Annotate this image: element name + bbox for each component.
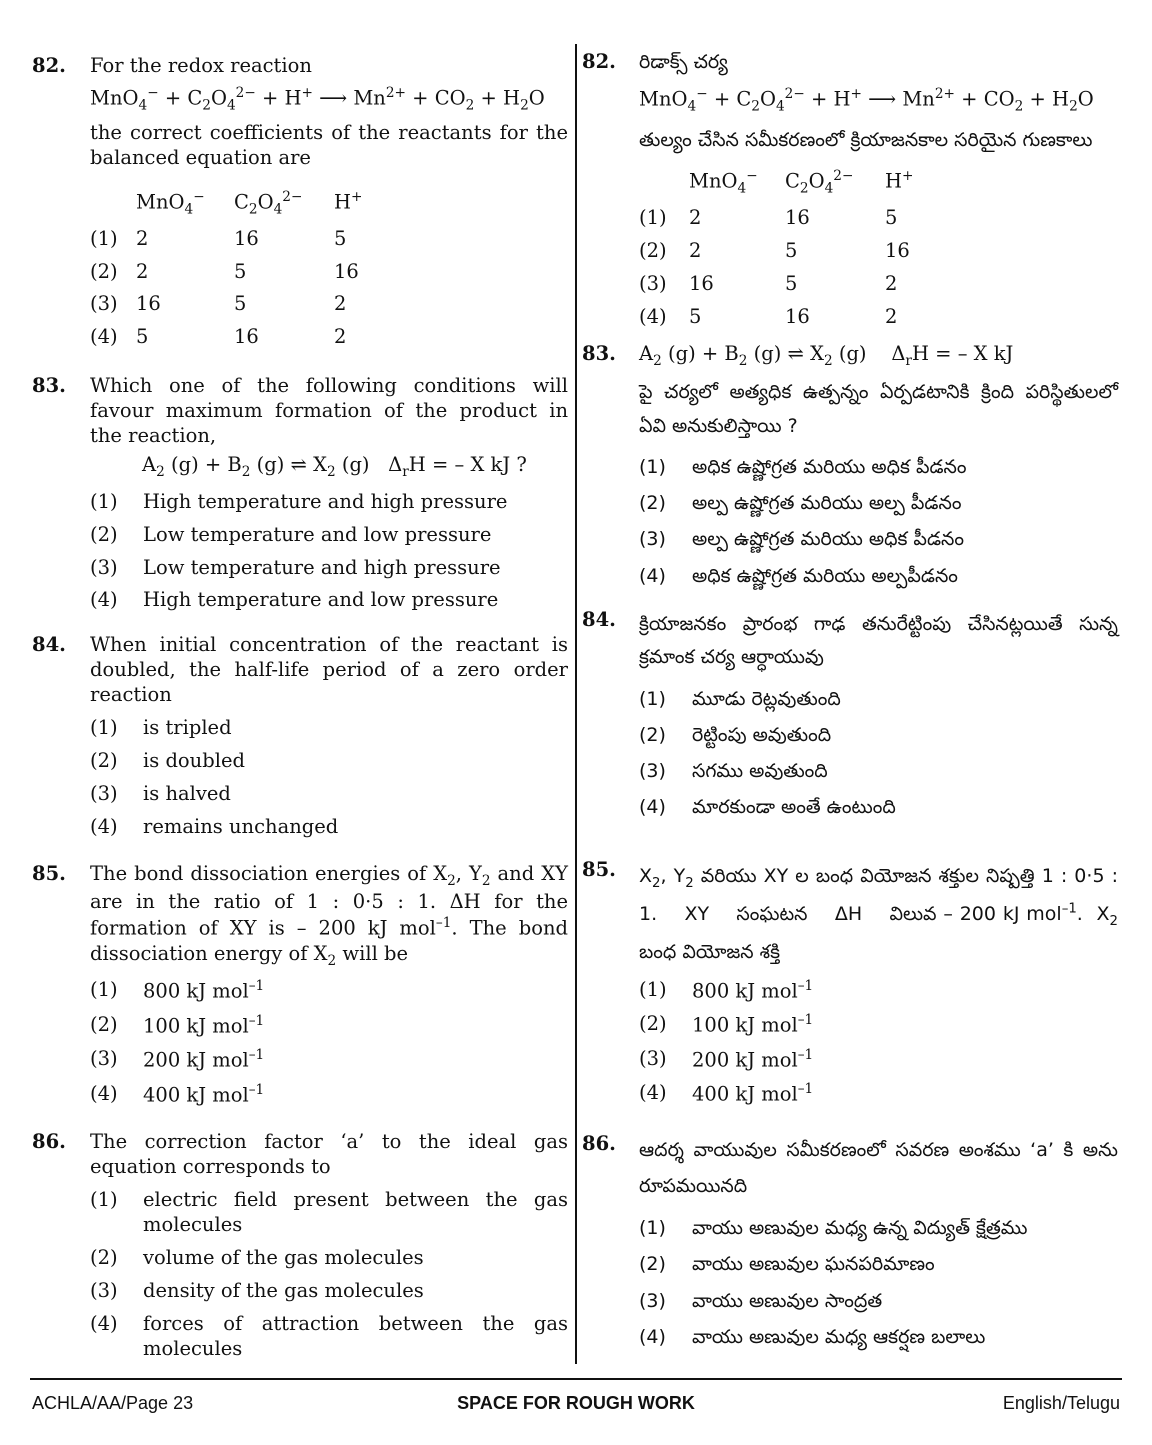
option-text: 200 kJ mol [692,1048,798,1072]
table-row[interactable] [639,202,913,235]
option-4[interactable]: (4) 400 kJ mol$^{-1}$ [90,1081,265,1107]
option-text: మారకుండా అంతే ఉంటుంది [692,796,896,819]
option-label: (2) [90,749,118,773]
option-2[interactable]: (2) 100 kJ mol$^{-1}$ [90,1012,265,1038]
option-label: (2) [90,1245,118,1269]
option-label: (4) [639,1325,666,1348]
option-text: is doubled [143,749,245,773]
option-text: వాయు అణువుల మధ్య ఉన్న విద్యుత్ క్షేత్రము [692,1216,1028,1239]
option-2[interactable] [639,1252,1118,1276]
column-divider [575,44,577,1364]
question-85 [32,862,568,1108]
option-text: High temperature and high pressure [143,489,508,513]
option-text: 200 kJ mol [143,1048,249,1072]
option-3[interactable]: (3) 200 kJ mol$^{-1}$ [639,1046,814,1072]
english-column [32,40,568,1362]
cell: 2 [689,239,702,263]
option-label: (1) [90,716,118,740]
question-stem: పై చర్యలో అత్యధిక ఉత్పన్నం ఏర్పడటానికి క్రింది పరిస్థితులలో ఏవి అనుకులిస్తాయి ? [639,381,1118,437]
option-text: వాయు అణువుల మధ్య ఆకర్షణ బలాలు [692,1325,986,1348]
header-h: H+ [885,168,914,193]
telugu-column [582,40,1118,1349]
cell: 16 [885,239,910,263]
cell: 16 [785,304,810,328]
option-text: వాయు అణువుల ఘనపరిమాణం [692,1253,935,1276]
option-label: (1) [639,977,667,1001]
option-4[interactable] [639,795,1118,819]
question-number: 83. [582,341,616,365]
option-text: అధిక ఉష్ణోగ్రత మరియు అల్పపీడనం [692,564,958,587]
cell: 2 [334,292,347,316]
option-text: అధిక ఉష్ణోగ్రత మరియు అధిక పీడనం [692,455,967,478]
cell: 2 [885,272,898,296]
option-label: (4) [639,304,667,328]
language-label: English/Telugu [1002,1393,1120,1413]
option-label: (3) [90,555,118,579]
option-text: is halved [143,782,231,806]
question-stem: The correction factor ‘a’ to the ideal gas equation corresponds to [90,1130,568,1178]
option-label: (4) [639,1081,667,1105]
option-text: Low temperature and high pressure [143,555,501,579]
option-text: అల్ప ఉష్ణోగ్రత మరియు అల్ప పీడనం [692,492,962,515]
option-1[interactable] [639,687,1118,711]
cell: 5 [334,226,347,250]
question-stem: Which one of the following conditions will favour maximum formation of the product in the reaction, [90,374,568,448]
question-stem: When initial concentration of the reactant is doubled, the half-life period of a zero order reaction [90,633,568,707]
option-text: remains unchanged [143,815,339,839]
cell: 5 [785,272,798,296]
option-4[interactable] [90,588,568,613]
page-code: ACHLA/AA/Page 23 [32,1393,194,1413]
cell: 5 [136,325,149,349]
question-83-telugu [582,342,1118,588]
redox-equation: $MnO_4^- + C_2O_4^{2-} + H^+$ ⟶ $Mn^{2+} + CO_2 + H_2O$ [90,84,545,114]
cell: 16 [136,292,161,316]
table-row[interactable] [639,301,913,334]
option-text: 100 kJ mol [143,1014,249,1038]
question-number: 86. [582,1131,616,1155]
question-stem: $X_2$, $Y_2$ వరియు XY ల బంధ వియోజన శక్తుల నిష్పత్తి 1 : 0·5 : 1. XY సంఘటన ΔH విలువ – 200 kJ mol$^{-1}$. $X_2$ బంధ వియోజన శక్తి [639,864,1118,963]
option-text: 800 kJ mol [143,979,249,1003]
option-label: (3) [90,1278,118,1302]
option-label: (2) [639,723,666,746]
cell: 2 [334,325,347,349]
header-c2o4: $C_2O_4^{2-}$ [234,188,303,218]
option-text: రెట్టింపు అవుతుంది [692,723,832,746]
option-3[interactable] [639,1289,1118,1313]
option-text: మూడు రెట్లవుతుంది [692,687,841,710]
option-label: (4) [90,1081,118,1105]
option-1[interactable] [90,716,568,741]
option-2[interactable] [90,1246,568,1271]
question-stem: The bond dissociation energies of $X_2$, $Y_2$ and XY are in the ratio of 1 : 0·5 : 1. ΔH for the formation of XY is – 200 kJ mol$^{-1}$. The bond dissociation energy of $X_2$ will be [90,862,569,969]
rough-work-label: SPACE FOR ROUGH WORK [457,1393,695,1413]
question-number: 85. [582,857,616,881]
option-text: electric field present between the gas molecules [143,1187,568,1236]
option-label: (4) [90,815,118,839]
option-2[interactable] [90,523,568,548]
option-4[interactable] [639,564,1118,588]
option-label: (3) [639,1289,666,1312]
option-4[interactable] [639,1325,1118,1349]
option-label: (4) [639,564,666,587]
option-label: (2) [90,1012,118,1036]
option-label: (4) [639,796,666,819]
option-label: (3) [639,1046,667,1070]
cell: 5 [885,206,898,230]
option-text: Low temperature and low pressure [143,522,492,546]
cell: 2 [689,206,702,230]
option-label: (1) [639,206,667,230]
header-c2o4: $C_2O_4^{2-}$ [785,168,854,197]
equilibrium-equation: $A_2$ $(g) + B_2$ (g) ⇌ $X_2$ (g) $\Delta_rH$ = – X kJ [639,341,1014,369]
cell: 16 [234,226,259,250]
option-label: (2) [90,522,118,546]
option-2[interactable]: (2) 100 kJ mol$^{-1}$ [639,1012,814,1037]
option-label: (1) [90,226,118,250]
cell: 16 [234,325,259,349]
question-number: 85. [32,862,66,886]
question-82-telugu [582,50,1118,334]
option-text: density of the gas molecules [143,1278,424,1302]
option-label: (1) [90,1187,118,1211]
question-stem: క్రియాజనకం ప్రారంభ గాఢ తనురేట్టింపు చేసినట్లయితే సున్న క్రమాంక చర్య ఆర్ధాయువు [639,613,1118,669]
cell: 2 [136,226,149,250]
option-text: High temperature and low pressure [143,588,499,612]
cell: 5 [689,304,702,328]
cell: 2 [885,304,898,328]
question-number: 86. [32,1130,66,1154]
cell: 5 [785,239,798,263]
cell: 2 [136,259,149,283]
option-label: (3) [639,760,666,783]
option-label: (3) [90,782,118,806]
header-mno4: MnO$_4$− [689,168,758,197]
table-header [90,185,362,223]
option-label: (4) [90,588,118,612]
option-3[interactable] [90,1279,568,1304]
question-stem: రిడాక్స్ చర్య [639,51,728,73]
option-3[interactable] [90,556,568,581]
redox-equation: $MnO_4^- + C_2O_4^{2-} + H^+$ ⟶ $Mn^{2+} + CO_2 + H_2O$ [639,86,1094,115]
option-label: (1) [90,489,118,513]
equilibrium-equation: $A_2$ $(g) + B_2$ (g) ⇌ $X_2$ (g) $\Delta_rH$ = – X kJ ? [142,453,527,481]
option-text: అల్ప ఉష్ణోగ్రత మరియు అధిక పీడనం [692,528,964,551]
option-label: (1) [639,455,666,478]
option-label: (3) [639,528,666,551]
option-text: 400 kJ mol [692,1082,798,1106]
table-row[interactable] [90,256,362,289]
option-text: సగము అవుతుంది [692,760,828,783]
option-text: వాయు అణువుల సాంద్రత [692,1289,883,1312]
question-stem: ఆదర్శ వాయువుల సమీకరణంలో సవరణ అంశము ‘a’ కి అను రూపమయినది [639,1138,1118,1197]
option-2[interactable] [90,749,568,774]
option-4[interactable]: (4) 400 kJ mol$^{-1}$ [639,1081,814,1106]
question-stem-cont: తుల్యం చేసిన సమీకరణంలో క్రియాజనకాల సరియైన గుణకాలు [639,129,1093,152]
option-1[interactable]: (1) 800 kJ mol$^{-1}$ [639,977,814,1003]
option-label: (3) [90,1047,118,1071]
option-label: (4) [90,325,118,349]
coefficient-table [90,185,362,355]
question-number: 82. [582,50,616,73]
option-2[interactable] [639,723,1118,747]
option-3[interactable] [90,782,568,807]
table-row[interactable] [639,235,913,268]
option-text: is tripled [143,716,232,740]
question-85-telugu [582,858,1118,1108]
option-label: (1) [639,1216,666,1239]
option-3[interactable] [639,759,1118,783]
question-stem-cont: the correct coefficients of the reactants for the balanced equation are [90,120,568,169]
option-label: (1) [639,687,666,710]
option-text: volume of the gas molecules [143,1245,424,1269]
option-1[interactable] [639,455,1118,479]
cell: 16 [689,272,714,296]
question-86 [32,1130,568,1362]
header-h: H+ [334,188,363,214]
table-header [639,164,913,202]
question-86-telugu [582,1132,1118,1349]
option-4[interactable] [90,1312,568,1362]
option-text: forces of attraction between the gas molecules [143,1311,568,1360]
question-number: 84. [582,608,616,632]
option-label: (2) [639,239,667,263]
option-2[interactable] [639,491,1118,515]
question-84-telugu [582,608,1118,820]
question-number: 83. [32,374,66,398]
cell: 16 [334,259,359,283]
coefficient-table [639,164,913,334]
option-1[interactable] [639,1216,1118,1240]
option-label: (2) [639,1012,667,1036]
cell: 5 [234,292,247,316]
option-label: (2) [639,492,666,515]
option-3[interactable]: (3) 200 kJ mol$^{-1}$ [90,1047,265,1072]
option-label: (2) [90,259,118,283]
option-label: (3) [639,272,667,296]
option-1[interactable] [90,1188,568,1238]
question-82 [32,54,568,354]
table-row[interactable] [90,223,362,256]
option-4[interactable] [90,815,568,840]
question-number: 84. [32,633,66,657]
cell: 5 [234,259,247,283]
option-label: (4) [90,1311,118,1335]
option-text: 800 kJ mol [692,979,798,1003]
question-84 [32,633,568,840]
table-row[interactable] [90,321,362,354]
option-label: (2) [639,1253,666,1276]
cell: 16 [785,206,810,230]
question-number: 82. [32,54,66,77]
option-text: 100 kJ mol [692,1013,798,1037]
question-83 [32,374,568,613]
option-label: (3) [90,292,118,316]
option-text: 400 kJ mol [143,1083,249,1107]
option-label: (1) [90,978,118,1002]
option-1[interactable]: (1) 800 kJ mol$^{-1}$ [90,978,265,1003]
page-footer [30,1378,1122,1413]
table-row[interactable] [639,268,913,301]
question-stem: For the redox reaction [90,54,312,77]
header-mno4: MnO$_4$− [136,188,205,218]
option-1[interactable] [90,490,568,515]
table-row[interactable] [90,288,362,321]
option-3[interactable] [639,527,1118,551]
